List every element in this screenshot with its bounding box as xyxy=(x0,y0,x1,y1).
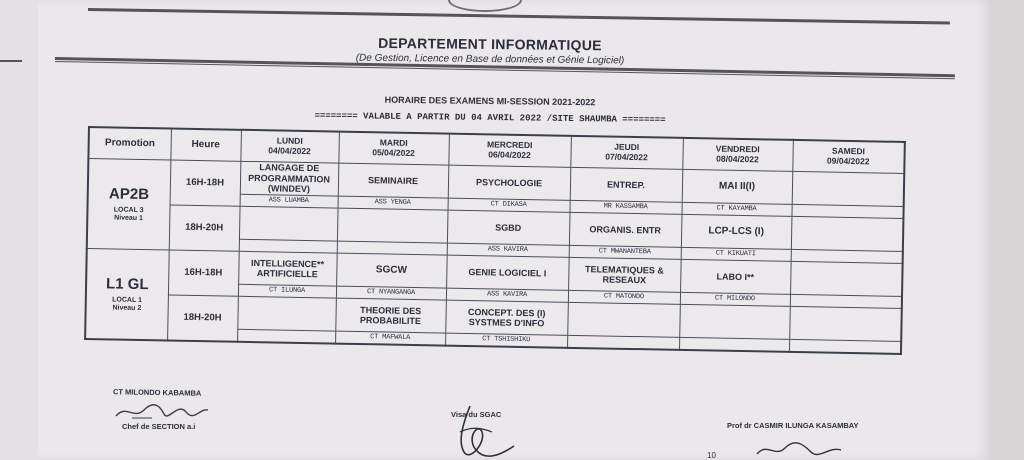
course-cell: THEORIE DES PROBABILITE xyxy=(335,298,446,333)
teacher-cell: CT NYANGANGA xyxy=(336,286,446,300)
teacher-cell: ASS YENGA xyxy=(338,196,448,210)
time-slot: 16H-18H xyxy=(170,160,241,206)
signatory-right: Prof dr CASMIR ILUNGA KASAMBAY xyxy=(727,421,859,430)
page-number: 10 xyxy=(707,451,716,460)
promotion-cell xyxy=(87,159,171,250)
teacher-cell xyxy=(567,335,679,350)
course-cell xyxy=(790,261,903,296)
day-date: 06/04/2022 xyxy=(488,149,531,161)
course-cell: PSYCHOLOGIE xyxy=(448,165,571,200)
course-cell xyxy=(679,304,790,339)
col-day xyxy=(682,138,793,172)
course-cell xyxy=(789,306,902,341)
col-heure: Heure xyxy=(170,129,241,162)
course-cell: MAI II(I) xyxy=(682,169,793,204)
promotion-level: Niveau 2 xyxy=(112,304,142,313)
promotion-level: Niveau 1 xyxy=(114,214,144,223)
course-cell: ORGANIS. ENTR xyxy=(569,212,682,247)
teacher-cell: CT MWANANTEBA xyxy=(569,245,681,259)
adjacent-sheet xyxy=(0,0,39,460)
signature-left xyxy=(112,398,212,424)
course-cell: CONCEPT. DES (I) SYSTMES D'INFO xyxy=(445,300,568,335)
day-date: 07/04/2022 xyxy=(605,151,648,163)
course-cell: TELEMATIQUES & RESEAUX xyxy=(568,257,681,292)
signature-center xyxy=(452,402,522,460)
teacher-cell xyxy=(237,329,335,343)
teacher-cell: CT KIKUATI xyxy=(681,247,791,261)
course-cell xyxy=(792,171,905,206)
department-title: DEPARTEMENT INFORMATIQUE xyxy=(378,34,602,54)
teacher-cell: CT ILUNGA xyxy=(238,284,336,298)
course-cell: SGCW xyxy=(336,253,447,288)
signature-right xyxy=(755,440,845,460)
promotion-name: L1 GL xyxy=(105,275,149,293)
course-cell: LANGAGE DE PROGRAMMATION (WINDEV) xyxy=(240,161,339,196)
time-slot: 16H-18H xyxy=(168,250,239,296)
teacher-cell: MR KASSAMBA xyxy=(569,200,681,214)
teacher-cell xyxy=(679,337,789,352)
visa-label: Visa du SGAC xyxy=(451,410,502,419)
teacher-cell: CT DIKASA xyxy=(448,198,570,212)
teacher-cell: CT MATONDO xyxy=(568,290,680,304)
day-name: SAMEDI xyxy=(831,145,866,157)
course-cell: GENIE LOGICIEL I xyxy=(446,255,569,290)
course-cell: SGBD xyxy=(447,210,570,245)
teacher-cell: CT MILONDO xyxy=(680,292,790,306)
teacher-cell: CT MAFWALA xyxy=(335,331,445,346)
promotion-local: LOCAL 3 xyxy=(113,206,144,215)
teacher-cell xyxy=(789,339,901,354)
day-date: 09/04/2022 xyxy=(826,155,870,167)
course-cell xyxy=(337,208,448,243)
course-cell: INTELLIGENCE** ARTIFICIELLE xyxy=(238,251,337,286)
day-name: LUNDI xyxy=(276,135,303,147)
col-promotion: Promotion xyxy=(88,127,171,160)
col-day xyxy=(240,130,339,163)
course-cell xyxy=(791,216,904,251)
teacher-cell: ASS KAVIRA xyxy=(446,288,568,302)
teacher-cell: CT TSHISHIKU xyxy=(445,333,567,348)
time-slot: 18H-20H xyxy=(169,205,240,251)
day-name: VENDREDI xyxy=(715,143,760,155)
signatory-left-role: Chef de SECTION a.i xyxy=(122,422,196,431)
day-name: MARDI xyxy=(379,137,408,149)
day-date: 08/04/2022 xyxy=(716,153,759,165)
validity-line: ======== VALABLE A PARTIR DU 04 AVRIL 2022 /SITE SHAUMBA ======== xyxy=(314,110,666,126)
teacher-cell: ASS LUAMBA xyxy=(240,194,338,208)
day-date: 05/04/2022 xyxy=(372,147,415,158)
day-name: MERCREDI xyxy=(486,139,533,151)
course-cell xyxy=(567,302,680,337)
promotion-cell xyxy=(85,248,169,340)
col-day xyxy=(570,136,683,170)
signatory-left-name: CT MILONDO KABAMBA xyxy=(112,387,202,398)
promotion-name: AP2B xyxy=(108,185,150,203)
time-slot: 18H-20H xyxy=(167,295,238,342)
department-subtitle: (De Gestion, Licence en Base de données et Génie Logiciel) xyxy=(355,52,625,67)
course-cell: LABO I** xyxy=(680,259,791,294)
course-cell xyxy=(237,296,336,331)
col-day xyxy=(792,140,905,174)
schedule-title: HORAIRE DES EXAMENS MI-SESSION 2021-2022 xyxy=(384,94,596,108)
col-day xyxy=(338,132,449,166)
col-day xyxy=(448,134,571,168)
course-cell: ENTREP. xyxy=(570,167,683,202)
day-name: JEUDI xyxy=(614,141,640,153)
course-cell xyxy=(239,206,338,241)
exam-schedule-table xyxy=(84,126,906,355)
day-date: 04/04/2022 xyxy=(268,145,311,157)
course-cell: LCP-LCS (I) xyxy=(681,214,792,249)
teacher-cell: ASS KAVIRA xyxy=(447,243,569,257)
exam-schedule-table-wrap xyxy=(84,126,906,355)
promotion-local: LOCAL 1 xyxy=(112,296,143,305)
teacher-cell: CT KAYAMBA xyxy=(681,202,791,216)
course-cell: SEMINAIRE xyxy=(338,163,449,198)
